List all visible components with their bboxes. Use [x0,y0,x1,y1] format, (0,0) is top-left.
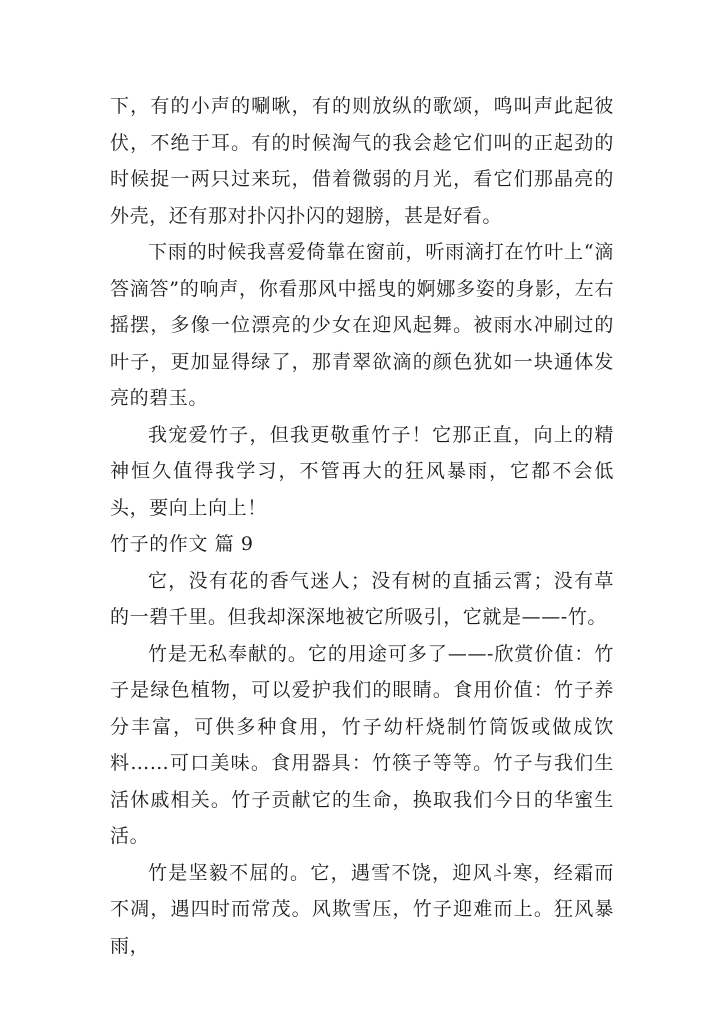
section-title: 竹子的作文 篇 9 [110,533,254,555]
paragraph-dedication: 竹是无私奉献的。它的用途可多了——-欣赏价值：竹子是绿色植物，可以爱护我们的眼睛。食用价值：竹子养分丰富，可供多种食用，竹子幼杆烧制竹筒饭或做成饮料……可口美味。食用器具：竹筷子等等。竹子与我们生活休戚相关。竹子贡献它的生命，换取我们今日的华蜜生活。 [110,642,614,847]
paragraph-rain: 下雨的时候我喜爱倚靠在窗前，听雨滴打在竹叶上“滴答滴答”的响声，你看那风中摇曳的婀娜多姿的身影，左右摇摆，多像一位漂亮的少女在迎风起舞。被雨水冲刷过的叶子，更加显得绿了，那青翠欲滴的颜色犹如一块通体发亮的碧玉。 [110,241,614,409]
paragraph-crickets: 下，有的小声的唰啾，有的则放纵的歌颂，鸣叫声此起彼伏，不绝于耳。有的时候淘气的我会趁它们叫的正起劲的时候捉一两只过来玩，借着微弱的月光，看它们那晶亮的外壳，还有那对扑闪扑闪的翅膀，甚是好看。 [110,95,614,227]
paragraph-intro: 它，没有花的香气迷人；没有树的直插云霄；没有草的一碧千里。但我却深深地被它所吸引，它就是——-竹。 [110,569,614,628]
paragraph-respect: 我宠爱竹子，但我更敬重竹子！它那正直，向上的精神恒久值得我学习，不管再大的狂风暴雨，它都不会低头，要向上向上！ [110,423,614,519]
document-page [110,88,614,964]
paragraph-resilience: 竹是坚毅不屈的。它，遇雪不饶，迎风斗寒，经霜而不凋，遇四时而常茂。风欺雪压，竹子迎难而上。狂风暴雨， [110,861,614,957]
